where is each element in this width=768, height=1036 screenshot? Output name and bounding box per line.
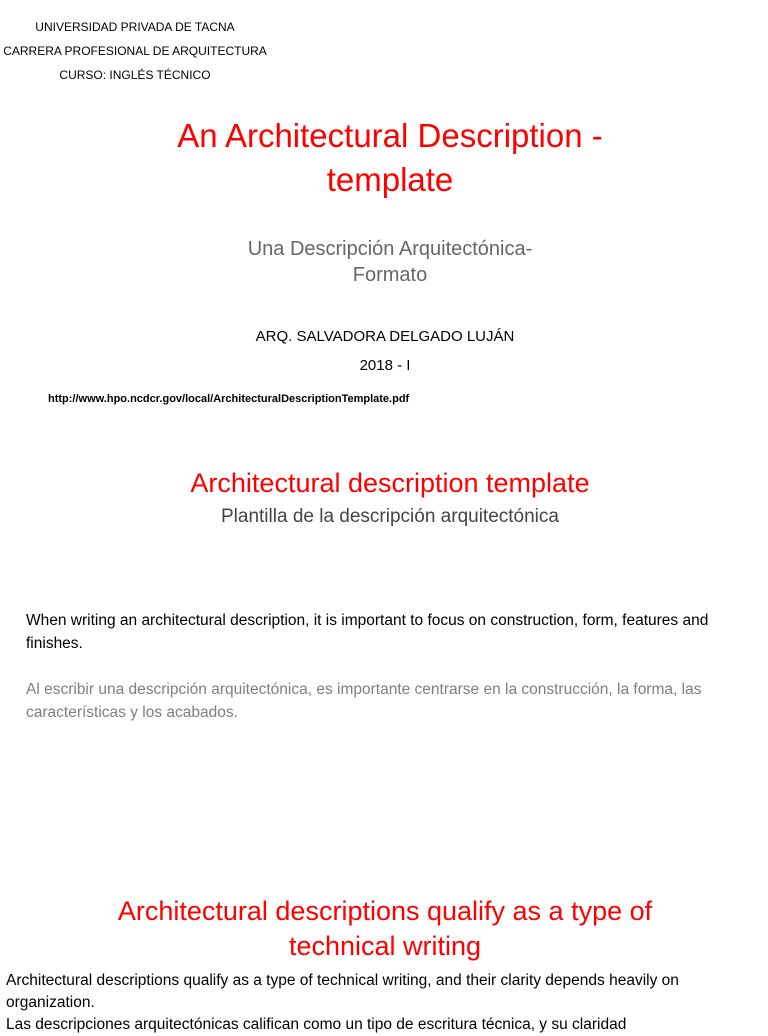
cover-title-line-1: An Architectural Description - — [177, 117, 603, 154]
university-name: UNIVERSIDAD PRIVADA DE TACNA — [35, 20, 235, 34]
author-name: ARQ. SALVADORA DELGADO LUJÁN — [255, 328, 515, 345]
cover-title — [60, 114, 720, 202]
paragraph-english: When writing an architectural description, it is important to focus on construction, form, features and finishes. — [26, 612, 709, 652]
section-title-technical-writing — [40, 894, 730, 964]
source-url[interactable]: http://www.hpo.ncdcr.gov/local/ArchitecturalDescriptionTemplate.pdf — [48, 393, 410, 405]
section-title-line-1: Architectural descriptions qualify as a type of — [117, 896, 653, 926]
section-subtitle-template: Plantilla de la descripción arquitectónica — [221, 506, 559, 527]
paragraph-technical-spanish: Las descripciones arquitectónicas califican como un tipo de escritura técnica, y su claridad — [6, 1016, 627, 1033]
paragraph-technical-english: Architectural descriptions qualify as a type of technical writing, and their clarity depends heavily on organization. — [6, 972, 679, 1011]
course-name: CURSO: INGLÉS TÉCNICO — [59, 68, 211, 82]
career-name: CARRERA PROFESIONAL DE ARQUITECTURA — [3, 44, 267, 58]
cover-subtitle-line-2: Formato — [352, 264, 428, 286]
section-title-template: Architectural description template — [190, 468, 590, 498]
paragraph-spanish: Al escribir una descripción arquitectónica, es importante centrarse en la construcción, la forma, las características y los acabados. — [26, 681, 702, 721]
academic-term: 2018 - I — [359, 357, 411, 374]
cover-subtitle-line-1: Una Descripción Arquitectónica- — [247, 238, 533, 260]
section-title-line-2: technical writing — [288, 931, 482, 961]
cover-title-line-2: template — [326, 161, 454, 198]
cover-subtitle — [150, 236, 630, 288]
